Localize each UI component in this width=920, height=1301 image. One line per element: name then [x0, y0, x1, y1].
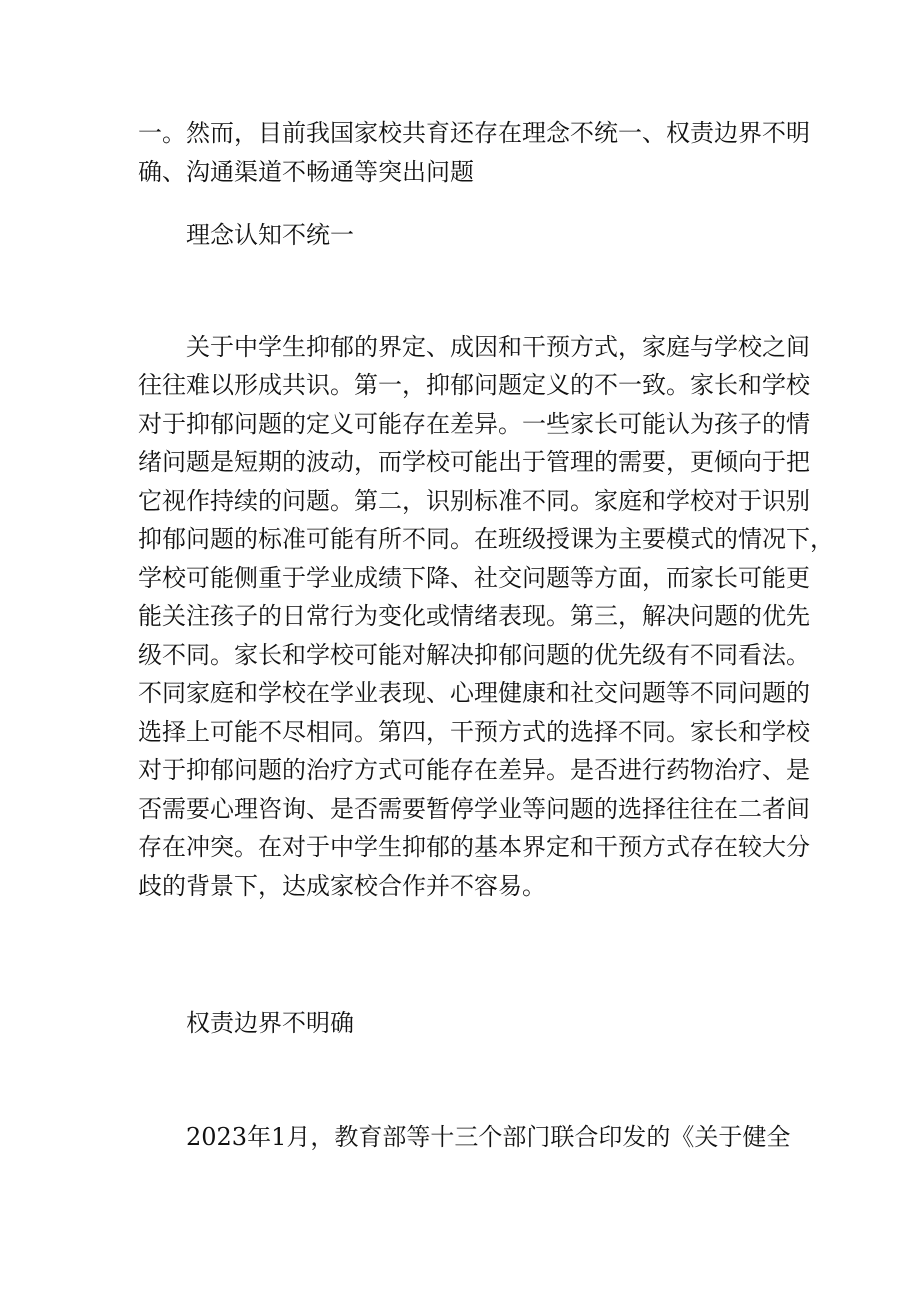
paragraph-line: 学校可能侧重于学业成绩下降、社交问题等方面，而家长可能更: [138, 564, 810, 592]
heading-line-1: 一。然而，目前我国家校共育还存在理念不统一、权责边界不明: [138, 119, 810, 147]
paragraph-line: 选择上可能不尽相同。第四，干预方式的选择不同。家长和学校: [138, 718, 810, 746]
section-title-concept: 理念认知不统一: [186, 221, 354, 249]
paragraph-line: 关于中学生抑郁的界定、成因和干预方式，家庭与学校之间: [186, 333, 810, 361]
paragraph-line: 绪问题是短期的波动，而学校可能出于管理的需要，更倾向于把: [138, 448, 810, 476]
section-title-responsibility: 权责边界不明确: [186, 1009, 354, 1037]
paragraph-line: 往往难以形成共识。第一，抑郁问题定义的不一致。家长和学校: [138, 371, 810, 399]
paragraph-line: 不同家庭和学校在学业表现、心理健康和社交问题等不同问题的: [138, 679, 810, 707]
paragraph-line: 级不同。家长和学校可能对解决抑郁问题的优先级有不同看法。: [138, 641, 810, 669]
paragraph-line: 能关注孩子的日常行为变化或情绪表现。第三，解决问题的优先: [138, 602, 810, 630]
paragraph-line: 对于抑郁问题的治疗方式可能存在差异。是否进行药物治疗、是: [138, 756, 810, 784]
paragraph-line: 2023年1月，教育部等十三个部门联合印发的《关于健全: [186, 1123, 791, 1151]
paragraph-line: 它视作持续的问题。第二，识别标准不同。家庭和学校对于识别: [138, 487, 810, 515]
paragraph-line: 抑郁问题的标准可能有所不同。在班级授课为主要模式的情况下，: [138, 525, 834, 553]
paragraph-line: 存在冲突。在对于中学生抑郁的基本界定和干预方式存在较大分: [138, 833, 810, 861]
heading-line-2: 确、沟通渠道不畅通等突出问题: [138, 158, 474, 186]
paragraph-line: 歧的背景下，达成家校合作并不容易。: [138, 872, 546, 900]
paragraph-line: 否需要心理咨询、是否需要暂停学业等问题的选择往往在二者间: [138, 795, 810, 823]
paragraph-line: 对于抑郁问题的定义可能存在差异。一些家长可能认为孩子的情: [138, 410, 810, 438]
